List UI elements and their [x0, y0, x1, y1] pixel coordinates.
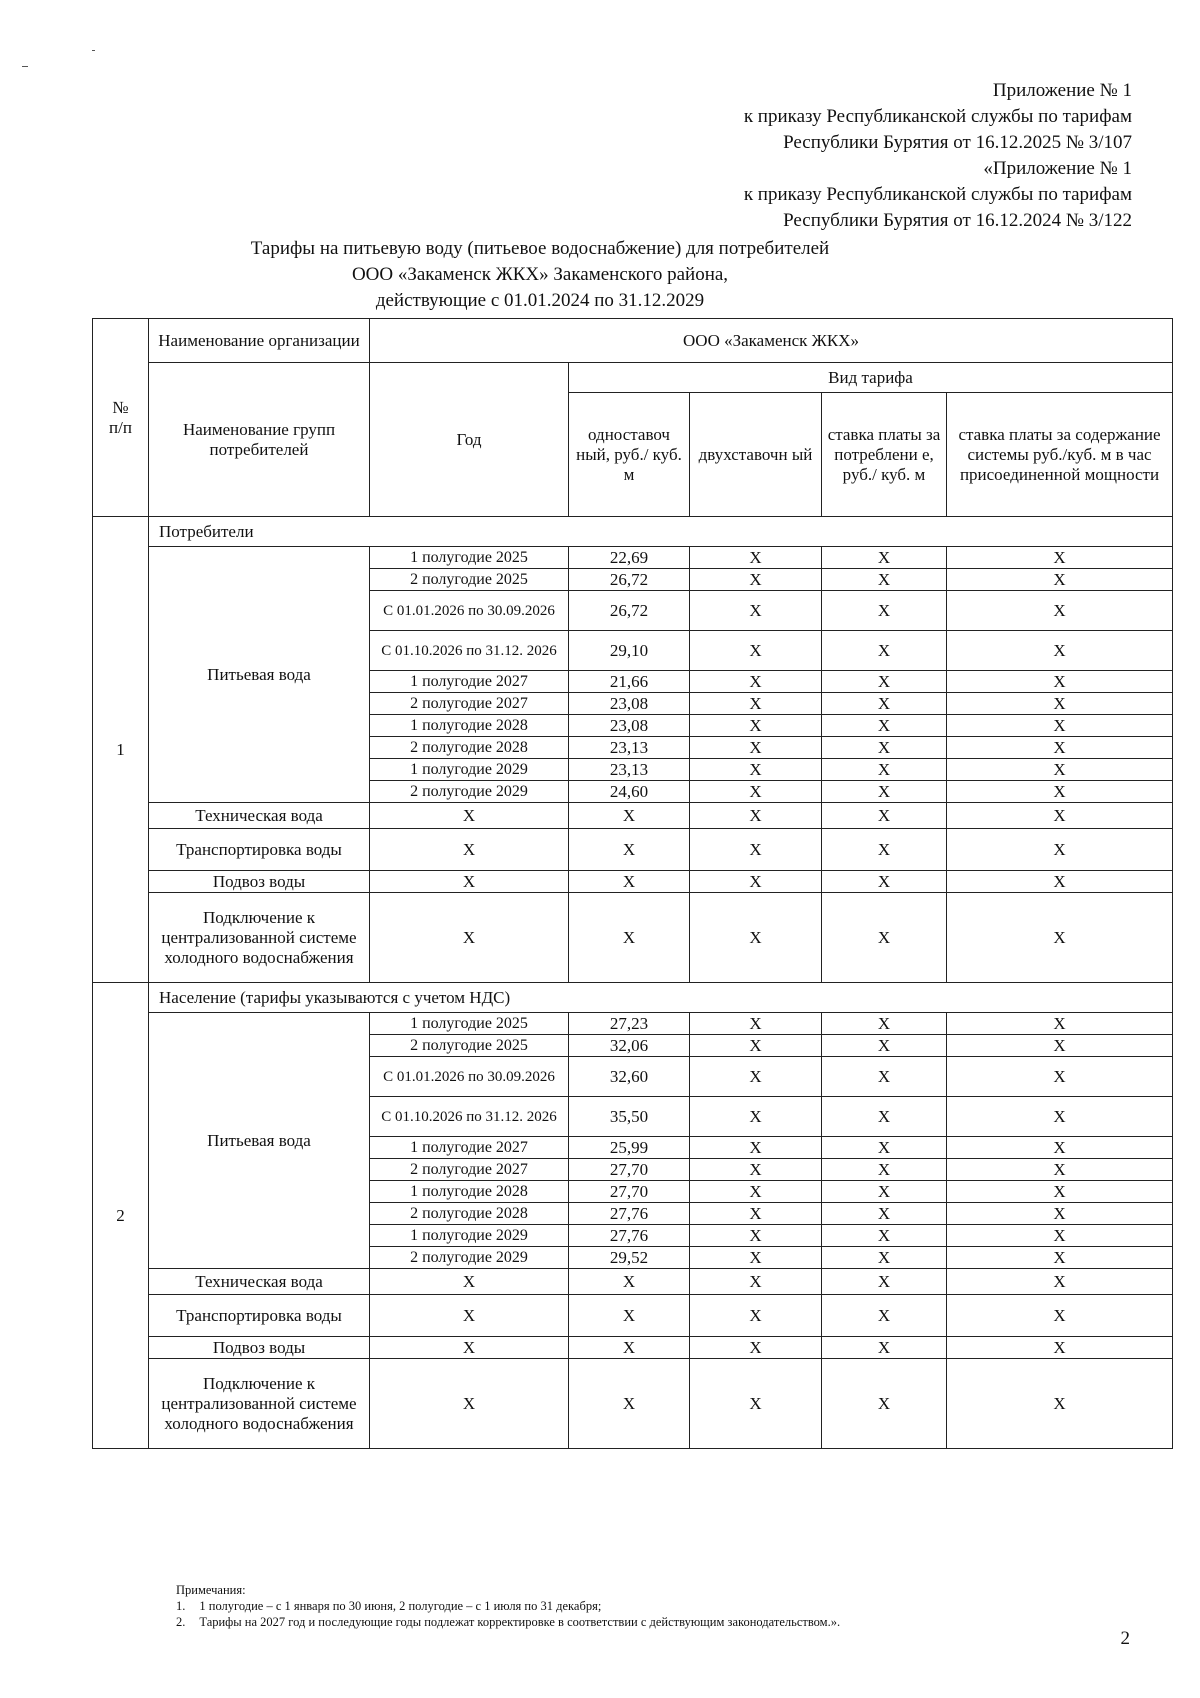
not-applicable-mark: X: [569, 1269, 690, 1295]
period-cell: С 01.10.2026 по 31.12. 2026: [370, 631, 569, 671]
not-applicable-mark: X: [569, 1337, 690, 1359]
header-line: «Приложение № 1: [983, 158, 1132, 179]
col-header-capacity-rate: ставка платы за содержание системы руб./куб. м в час присоединенной мощности: [947, 393, 1173, 517]
not-applicable-mark: X: [822, 1225, 947, 1247]
tariff-value-cell: 32,06: [569, 1035, 690, 1057]
not-applicable-mark: X: [690, 1269, 822, 1295]
period-cell: 2 полугодие 2028: [370, 737, 569, 759]
not-applicable-mark: X: [569, 871, 690, 893]
period-cell: 2 полугодие 2028: [370, 1203, 569, 1225]
section-title-row: [93, 517, 1173, 547]
table-header-row: [93, 319, 1173, 363]
tariff-value-cell: 27,70: [569, 1181, 690, 1203]
not-applicable-mark: X: [947, 1057, 1173, 1097]
not-applicable-mark: X: [569, 893, 690, 983]
not-applicable-mark: X: [822, 781, 947, 803]
not-applicable-mark: X: [947, 671, 1173, 693]
drinking-water-label: Питьевая вода: [149, 547, 370, 803]
tariff-value-cell: 25,99: [569, 1137, 690, 1159]
not-applicable-mark: X: [947, 569, 1173, 591]
not-applicable-mark: X: [947, 737, 1173, 759]
not-applicable-mark: X: [822, 547, 947, 569]
not-applicable-mark: X: [690, 1097, 822, 1137]
table-header-row: [93, 363, 1173, 393]
service-label: Транспортировка воды: [149, 1295, 370, 1337]
not-applicable-mark: X: [690, 1057, 822, 1097]
tariff-value-cell: 23,13: [569, 759, 690, 781]
not-applicable-mark: X: [822, 829, 947, 871]
not-applicable-mark: X: [947, 1295, 1173, 1337]
not-applicable-mark: X: [947, 1203, 1173, 1225]
period-cell: 1 полугодие 2029: [370, 1225, 569, 1247]
not-applicable-mark: X: [370, 1337, 569, 1359]
not-applicable-mark: X: [947, 1269, 1173, 1295]
not-applicable-mark: X: [822, 591, 947, 631]
tariff-value-cell: 23,08: [569, 693, 690, 715]
section-number: 2: [93, 983, 149, 1449]
tariff-value-cell: 32,60: [569, 1057, 690, 1097]
tariff-value-cell: 27,76: [569, 1225, 690, 1247]
not-applicable-mark: X: [947, 715, 1173, 737]
col-header-one-part: одноставоч ный, руб./ куб. м: [569, 393, 690, 517]
not-applicable-mark: X: [947, 693, 1173, 715]
not-applicable-mark: X: [822, 569, 947, 591]
note-text: 1 полугодие – с 1 января по 30 июня, 2 полугодие – с 1 июля по 31 декабря;: [199, 1599, 602, 1613]
not-applicable-mark: X: [822, 737, 947, 759]
not-applicable-mark: X: [690, 591, 822, 631]
not-applicable-mark: X: [947, 1035, 1173, 1057]
not-applicable-mark: X: [370, 893, 569, 983]
not-applicable-mark: X: [690, 1203, 822, 1225]
service-label: Подключение к централизованной системе холодного водоснабжения: [149, 893, 370, 983]
not-applicable-mark: X: [947, 871, 1173, 893]
not-applicable-mark: X: [947, 893, 1173, 983]
col-header-number: № п/п: [93, 319, 149, 517]
not-applicable-mark: X: [947, 1181, 1173, 1203]
not-applicable-mark: X: [690, 1035, 822, 1057]
table-row: [93, 1013, 1173, 1035]
table-row: [93, 803, 1173, 829]
not-applicable-mark: X: [690, 1337, 822, 1359]
service-label: Техническая вода: [149, 1269, 370, 1295]
not-applicable-mark: X: [690, 569, 822, 591]
not-applicable-mark: X: [947, 781, 1173, 803]
not-applicable-mark: X: [947, 1159, 1173, 1181]
header-line: Республики Бурятия от 16.12.2024 № 3/122: [783, 210, 1132, 231]
col-header-org-name: Наименование организации: [149, 319, 370, 363]
not-applicable-mark: X: [690, 1137, 822, 1159]
header-line: к приказу Республиканской службы по тарифам: [743, 184, 1132, 205]
not-applicable-mark: X: [822, 1247, 947, 1269]
not-applicable-mark: X: [569, 1359, 690, 1449]
col-header-consumer-groups: Наименование групп потребителей: [149, 363, 370, 517]
not-applicable-mark: X: [822, 1269, 947, 1295]
tariff-value-cell: 29,10: [569, 631, 690, 671]
title-line: Тарифы на питьевую воду (питьевое водоснабжение) для потребителей: [250, 238, 830, 259]
not-applicable-mark: X: [370, 1269, 569, 1295]
notes-title: Примечания:: [176, 1583, 246, 1597]
table-row: [93, 1269, 1173, 1295]
not-applicable-mark: X: [947, 1225, 1173, 1247]
not-applicable-mark: X: [947, 547, 1173, 569]
scan-speck: [22, 66, 28, 67]
period-cell: 2 полугодие 2027: [370, 1159, 569, 1181]
tariff-value-cell: 22,69: [569, 547, 690, 569]
section-number: 1: [93, 517, 149, 983]
org-name-cell: ООО «Закаменск ЖКХ»: [370, 319, 1173, 363]
not-applicable-mark: X: [690, 829, 822, 871]
not-applicable-mark: X: [690, 871, 822, 893]
col-header-two-part: двухставочн ый: [690, 393, 822, 517]
appendix-header: [744, 78, 1132, 234]
not-applicable-mark: X: [370, 1359, 569, 1449]
not-applicable-mark: X: [822, 759, 947, 781]
not-applicable-mark: X: [947, 1137, 1173, 1159]
not-applicable-mark: X: [822, 1035, 947, 1057]
note-number: 2.: [176, 1615, 186, 1629]
tariff-value-cell: 27,70: [569, 1159, 690, 1181]
period-cell: 1 полугодие 2028: [370, 715, 569, 737]
not-applicable-mark: X: [947, 1247, 1173, 1269]
col-header-consumption-rate: ставка платы за потреблени е, руб./ куб. м: [822, 393, 947, 517]
period-cell: С 01.01.2026 по 30.09.2026: [370, 591, 569, 631]
tariff-value-cell: 23,08: [569, 715, 690, 737]
tariff-value-cell: 27,23: [569, 1013, 690, 1035]
table-row: [93, 1295, 1173, 1337]
not-applicable-mark: X: [690, 1247, 822, 1269]
not-applicable-mark: X: [822, 871, 947, 893]
table-row: [93, 1359, 1173, 1449]
not-applicable-mark: X: [947, 631, 1173, 671]
period-cell: 1 полугодие 2025: [370, 547, 569, 569]
period-cell: 2 полугодие 2025: [370, 569, 569, 591]
not-applicable-mark: X: [822, 1159, 947, 1181]
tariff-value-cell: 23,13: [569, 737, 690, 759]
not-applicable-mark: X: [822, 1181, 947, 1203]
not-applicable-mark: X: [822, 693, 947, 715]
period-cell: С 01.01.2026 по 30.09.2026: [370, 1057, 569, 1097]
not-applicable-mark: X: [947, 1097, 1173, 1137]
tariff-table: [92, 318, 1173, 1449]
title-line: действующие с 01.01.2024 по 31.12.2029: [375, 290, 705, 311]
not-applicable-mark: X: [690, 759, 822, 781]
drinking-water-label: Питьевая вода: [149, 1013, 370, 1269]
not-applicable-mark: X: [690, 1159, 822, 1181]
not-applicable-mark: X: [822, 1203, 947, 1225]
not-applicable-mark: X: [690, 715, 822, 737]
not-applicable-mark: X: [822, 1137, 947, 1159]
table-row: [93, 547, 1173, 569]
not-applicable-mark: X: [822, 893, 947, 983]
not-applicable-mark: X: [822, 803, 947, 829]
scan-speck: [92, 50, 95, 51]
not-applicable-mark: X: [947, 829, 1173, 871]
tariff-value-cell: 26,72: [569, 569, 690, 591]
tariff-value-cell: 26,72: [569, 591, 690, 631]
not-applicable-mark: X: [822, 1013, 947, 1035]
col-header-tariff-type: Вид тарифа: [569, 363, 1173, 393]
not-applicable-mark: X: [690, 781, 822, 803]
not-applicable-mark: X: [690, 1013, 822, 1035]
not-applicable-mark: X: [822, 671, 947, 693]
period-cell: 1 полугодие 2025: [370, 1013, 569, 1035]
col-header-year: Год: [370, 363, 569, 517]
not-applicable-mark: X: [947, 1337, 1173, 1359]
not-applicable-mark: X: [947, 1013, 1173, 1035]
service-label: Подвоз воды: [149, 1337, 370, 1359]
tariff-value-cell: 29,52: [569, 1247, 690, 1269]
not-applicable-mark: X: [370, 871, 569, 893]
not-applicable-mark: X: [370, 803, 569, 829]
section-title: Население (тарифы указываются с учетом НДС): [149, 983, 1173, 1013]
not-applicable-mark: X: [690, 671, 822, 693]
not-applicable-mark: X: [822, 1337, 947, 1359]
tariff-value-cell: 24,60: [569, 781, 690, 803]
note-item: [176, 1598, 840, 1614]
not-applicable-mark: X: [690, 631, 822, 671]
not-applicable-mark: X: [822, 1057, 947, 1097]
not-applicable-mark: X: [569, 829, 690, 871]
not-applicable-mark: X: [690, 1295, 822, 1337]
table-row: [93, 829, 1173, 871]
period-cell: С 01.10.2026 по 31.12. 2026: [370, 1097, 569, 1137]
not-applicable-mark: X: [569, 803, 690, 829]
tariff-value-cell: 27,76: [569, 1203, 690, 1225]
note-text: Тарифы на 2027 год и последующие годы подлежат корректировке в соответствии с действующим законодательством.».: [199, 1615, 841, 1629]
not-applicable-mark: X: [690, 1359, 822, 1449]
table-row: [93, 1337, 1173, 1359]
not-applicable-mark: X: [690, 547, 822, 569]
period-cell: 1 полугодие 2028: [370, 1181, 569, 1203]
period-cell: 1 полугодие 2029: [370, 759, 569, 781]
service-label: Подключение к централизованной системе холодного водоснабжения: [149, 1359, 370, 1449]
not-applicable-mark: X: [947, 591, 1173, 631]
not-applicable-mark: X: [690, 737, 822, 759]
period-cell: 2 полугодие 2025: [370, 1035, 569, 1057]
service-label: Техническая вода: [149, 803, 370, 829]
not-applicable-mark: X: [947, 759, 1173, 781]
not-applicable-mark: X: [947, 1359, 1173, 1449]
not-applicable-mark: X: [690, 893, 822, 983]
table-row: [93, 893, 1173, 983]
period-cell: 1 полугодие 2027: [370, 671, 569, 693]
not-applicable-mark: X: [690, 803, 822, 829]
period-cell: 2 полугодие 2029: [370, 781, 569, 803]
service-label: Транспортировка воды: [149, 829, 370, 871]
note-number: 1.: [176, 1599, 186, 1613]
section-title-row: [93, 983, 1173, 1013]
page-number: 2: [1120, 1628, 1130, 1649]
not-applicable-mark: X: [370, 1295, 569, 1337]
header-line: к приказу Республиканской службы по тарифам: [743, 106, 1132, 127]
not-applicable-mark: X: [822, 1097, 947, 1137]
period-cell: 2 полугодие 2029: [370, 1247, 569, 1269]
period-cell: 2 полугодие 2027: [370, 693, 569, 715]
not-applicable-mark: X: [690, 1225, 822, 1247]
header-line: Республики Бурятия от 16.12.2025 № 3/107: [783, 132, 1132, 153]
tariff-value-cell: 21,66: [569, 671, 690, 693]
service-label: Подвоз воды: [149, 871, 370, 893]
not-applicable-mark: X: [690, 693, 822, 715]
notes-block: [176, 1582, 840, 1630]
not-applicable-mark: X: [370, 829, 569, 871]
note-item: [176, 1614, 840, 1630]
not-applicable-mark: X: [569, 1295, 690, 1337]
section-title: Потребители: [149, 517, 1173, 547]
document-title: [200, 236, 880, 314]
tariff-value-cell: 35,50: [569, 1097, 690, 1137]
not-applicable-mark: X: [822, 631, 947, 671]
not-applicable-mark: X: [822, 1295, 947, 1337]
not-applicable-mark: X: [822, 1359, 947, 1449]
not-applicable-mark: X: [822, 715, 947, 737]
period-cell: 1 полугодие 2027: [370, 1137, 569, 1159]
title-line: ООО «Закаменск ЖКХ» Закаменского района,: [351, 264, 729, 285]
header-line: Приложение № 1: [992, 80, 1132, 101]
table-row: [93, 871, 1173, 893]
not-applicable-mark: X: [690, 1181, 822, 1203]
not-applicable-mark: X: [947, 803, 1173, 829]
